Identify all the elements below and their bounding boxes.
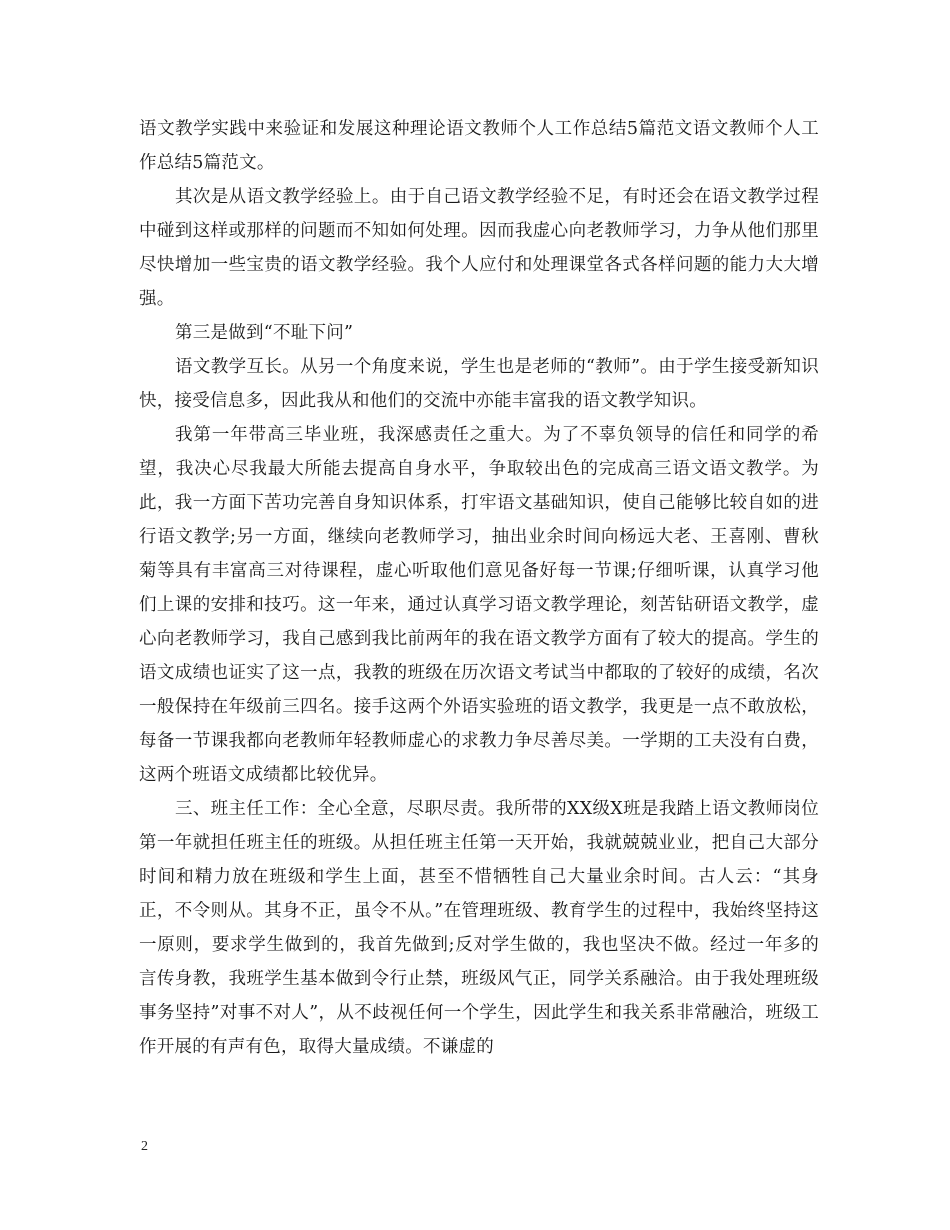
paragraph-head-teacher: 三、班主任工作：全心全意，尽职尽责。我所带的XX级X班是我踏上语文教师岗位第一年就担任班主任的班级。从担任班主任第一天开始，我就兢兢业业，把自己大部分时间和精力放在班级和学生上面，甚至不惜牺牲自己大量业余时间。古人云：“其身正，不令则从。其身不正，虽令不从。”在管理班级、教育学生的过程中，我始终坚持这一原则，要求学生做到的，我首先做到;反对学生做的，我也坚决不做。经过一年多的言传身教，我班学生基本做到令行止禁，班级风气正，同学关系融洽。由于我处理班级事务坚持”对事不对人”，从不歧视任何一个学生，因此学生和我关系非常融洽，班级工作开展的有声有色，取得大量成绩。不谦虚的 (139, 799, 819, 1057)
paragraph-mutual-learning: 语文教学互长。从另一个角度来说，学生也是老师的“教师”。由于学生接受新知识快，接受信息多，因此我从和他们的交流中亦能丰富我的语文教学知识。 (139, 357, 819, 411)
paragraph-heading-third: 第三是做到“不耻下问” (175, 323, 354, 343)
document-body (139, 112, 819, 1064)
paragraph-teaching-experience: 其次是从语文教学经验上。由于自己语文教学经验不足，有时还会在语文教学过程中碰到这样或那样的问题而不知如何处理。因而我虚心向老教师学习，力争从他们那里尽快增加一些宝贵的语文教学经验。我个人应付和处理课堂各式各样问题的能力大大增强。 (139, 187, 819, 309)
paragraph-senior-class: 我第一年带高三毕业班，我深感责任之重大。为了不辜负领导的信任和同学的希望，我决心尽我最大所能去提高自身水平，争取较出色的完成高三语文语文教学。为此，我一方面下苦功完善自身知识体系，打牢语文基础知识，使自己能够比较自如的进行语文教学;另一方面，继续向老教师学习，抽出业余时间向杨远大老、王喜刚、曹秋菊等具有丰富高三对待课程，虚心听取他们意见备好每一节课;仔细听课，认真学习他们上课的安排和技巧。这一年来，通过认真学习语文教学理论，刻苦钻研语文教学，虚心向老教师学习，我自己感到我比前两年的我在语文教学方面有了较大的提高。学生的语文成绩也证实了这一点，我教的班级在历次语文考试当中都取的了较好的成绩，名次一般保持在年级前三四名。接手这两个外语实验班的语文教学，我更是一点不敢放松，每备一节课我都向老教师年轻教师虚心的求教力争尽善尽美。一学期的工夫没有白费，这两个班语文成绩都比较优异。 (139, 425, 819, 785)
paragraph-continuation: 语文教学实践中来验证和发展这种理论语文教师个人工作总结5篇范文语文教师个人工作总结5篇范文。 (139, 119, 819, 173)
page-number: 2 (141, 1139, 148, 1154)
